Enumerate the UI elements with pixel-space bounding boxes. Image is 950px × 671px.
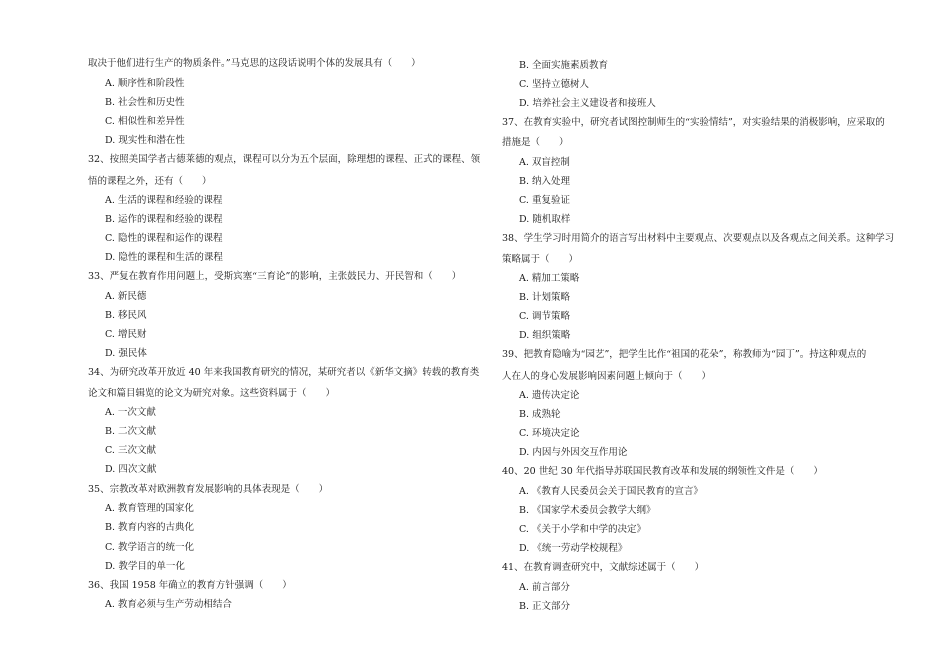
answer-option: B. 正文部分 (519, 601, 571, 612)
answer-option: D. 《统一劳动学校规程》 (519, 543, 628, 554)
answer-option: B. 《国家学术委员会教学大纲》 (519, 505, 656, 516)
question-text: 悟的课程之外，还有（ ） (88, 176, 212, 187)
answer-option: D. 组织策略 (519, 330, 571, 341)
answer-option: A. 教育必须与生产劳动相结合 (105, 599, 232, 610)
answer-option: C. 坚持立德树人 (519, 79, 589, 90)
answer-option: A. 生活的课程和经验的课程 (105, 195, 223, 206)
question-text: 36、我国 1958 年确立的教育方针强调（ ） (88, 580, 292, 591)
answer-option: A. 《教育人民委员会关于国民教育的宣言》 (519, 486, 703, 497)
answer-option: C. 三次文献 (105, 445, 156, 456)
answer-option: A. 教育管理的国家化 (105, 503, 194, 514)
answer-option: D. 培养社会主义建设者和接班人 (519, 98, 656, 109)
answer-option: B. 移民风 (105, 310, 147, 321)
answer-option: D. 现实性和潜在性 (105, 135, 185, 146)
answer-option: D. 内因与外因交互作用论 (519, 447, 628, 458)
question-text: 33、严复在教育作用问题上，受斯宾塞“三育论”的影响，主张鼓民力、开民智和（ ） (88, 271, 462, 282)
answer-option: C. 《关于小学和中学的决定》 (519, 524, 646, 535)
answer-option: C. 相似性和差异性 (105, 116, 185, 127)
answer-option: D. 隐性的课程和生活的课程 (105, 252, 223, 263)
answer-option: D. 教学目的单一化 (105, 561, 185, 572)
answer-option: A. 精加工策略 (519, 273, 580, 284)
answer-option: A. 前言部分 (519, 582, 570, 593)
answer-option: D. 四次文献 (105, 464, 157, 475)
answer-option: B. 社会性和历史性 (105, 97, 185, 108)
answer-option: A. 遗传决定论 (519, 390, 580, 401)
answer-option: C. 重复验证 (519, 195, 570, 206)
answer-option: D. 强民体 (105, 348, 147, 359)
answer-option: C. 隐性的课程和运作的课程 (105, 233, 223, 244)
question-text: 措施是（ ） (502, 137, 569, 148)
answer-option: B. 二次文献 (105, 426, 157, 437)
answer-option: A. 顺序性和阶段性 (105, 78, 185, 89)
answer-option: B. 全面实施素质教育 (519, 60, 609, 71)
question-text: 取决于他们进行生产的物质条件。”马克思的这段话说明个体的发展具有（ ） (88, 58, 421, 69)
answer-option: C. 增民财 (105, 329, 147, 340)
question-text: 35、宗教改革对欧洲教育发展影响的具体表现是（ ） (88, 484, 329, 495)
answer-option: C. 调节策略 (519, 311, 570, 322)
answer-option: A. 双盲控制 (519, 157, 570, 168)
answer-option: B. 计划策略 (519, 292, 571, 303)
answer-option: C. 教学语言的统一化 (105, 542, 194, 553)
answer-option: D. 随机取样 (519, 214, 571, 225)
answer-option: B. 教育内容的古典化 (105, 522, 195, 533)
answer-option: B. 纳入处理 (519, 176, 571, 187)
question-text: 34、为研究改革开放近 40 年来我国教育研究的情况，某研究者以《新华文摘》转载的教育类 (88, 367, 480, 378)
question-text: 论文和篇目辑览的论文为研究对象。这些资料属于（ ） (88, 388, 336, 399)
question-text: 人在人的身心发展影响因素问题上倾向于（ ） (502, 371, 712, 382)
answer-option: B. 成熟轮 (519, 409, 561, 420)
answer-option: C. 环境决定论 (519, 428, 580, 439)
question-text: 37、在教育实验中，研究者试图控制师生的“实验情结”，对实验结果的消极影响，应采取的 (502, 117, 885, 128)
answer-option: A. 一次文献 (105, 407, 156, 418)
question-text: 41、在教育调查研究中，文献综述属于（ ） (502, 562, 705, 573)
answer-option: A. 新民德 (105, 291, 147, 302)
question-text: 38、学生学习时用简介的语言写出材料中主要观点、次要观点以及各观点之间关系。这种学习 (502, 233, 895, 244)
answer-option: B. 运作的课程和经验的课程 (105, 214, 223, 225)
question-text: 32、按照美国学者古德莱德的观点，课程可以分为五个层面，除理想的课程、正式的课程、领 (88, 154, 481, 165)
question-text: 策略属于（ ） (502, 254, 579, 265)
question-text: 40、20 世纪 30 年代指导苏联国民教育改革和发展的纲领性文件是（ ） (502, 466, 823, 477)
question-text: 39、把教育隐喻为“园艺”，把学生比作“祖国的花朵”，称教师为“园丁”。持这种观点的 (502, 349, 867, 360)
